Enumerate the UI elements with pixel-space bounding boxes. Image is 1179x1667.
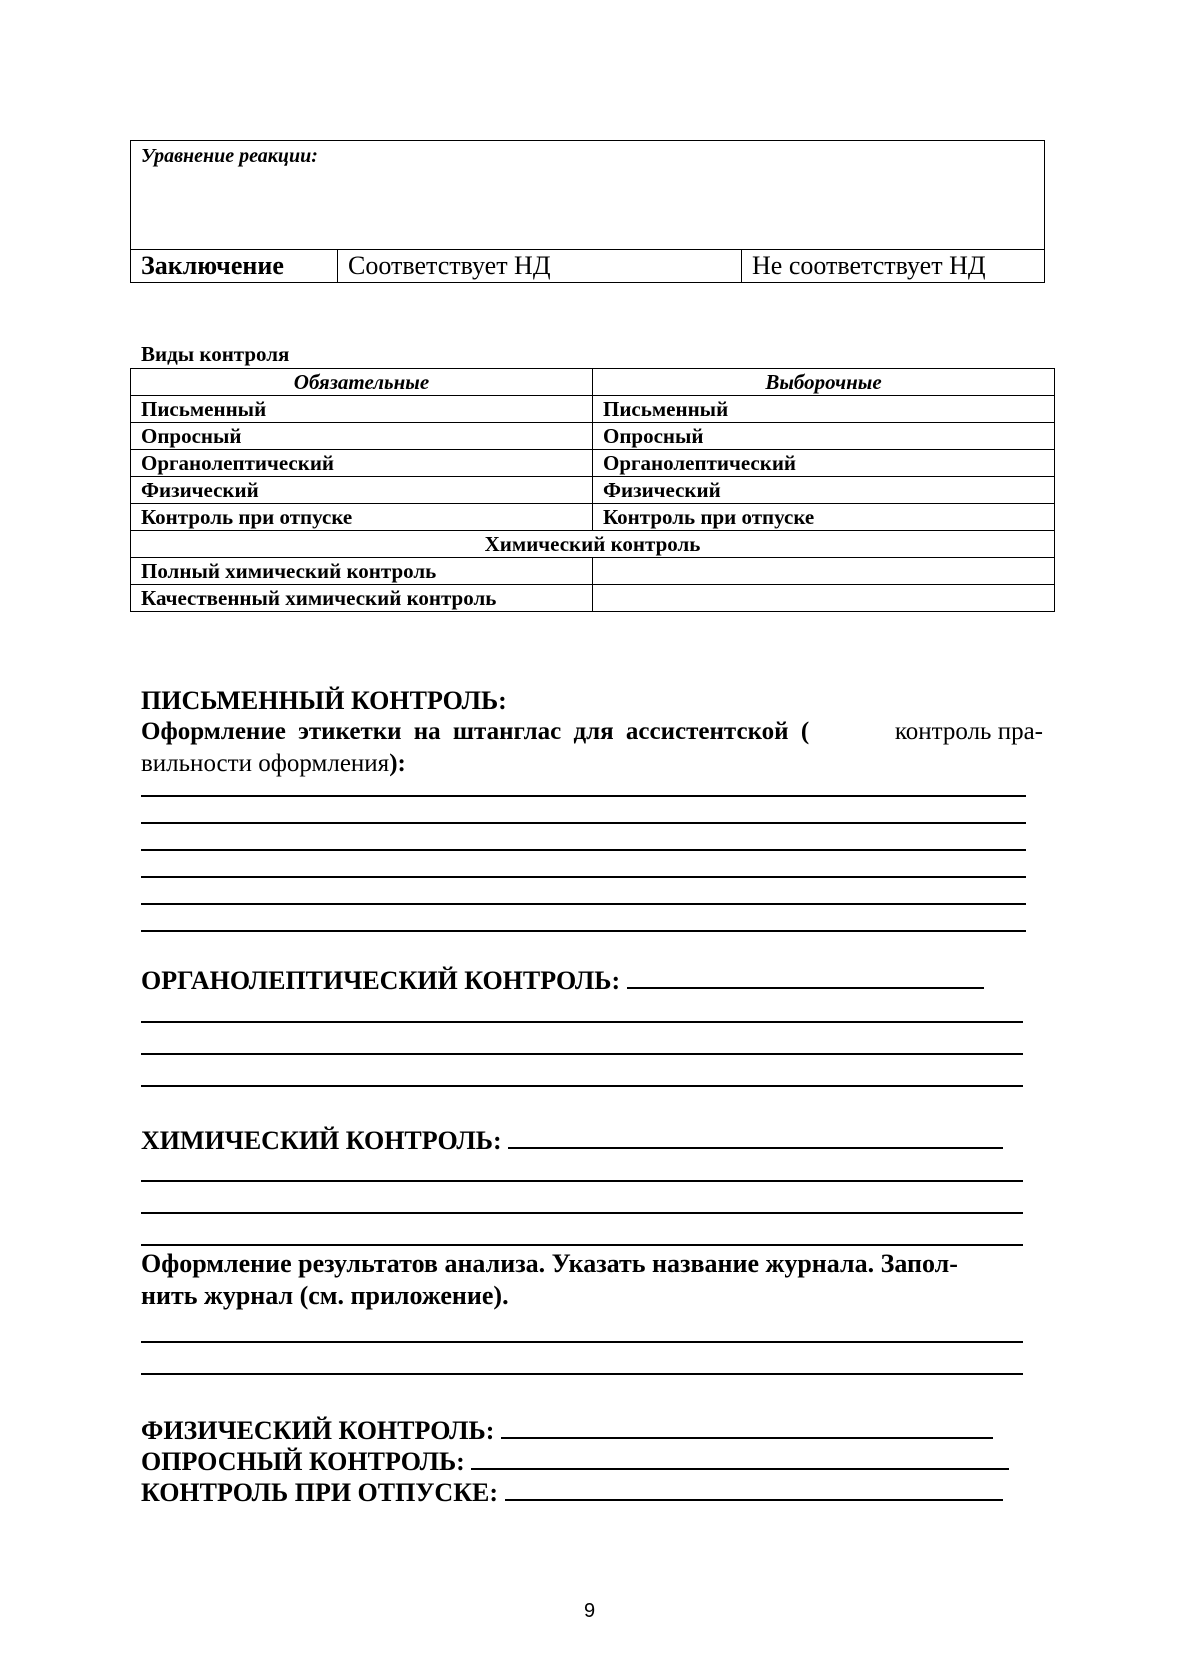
written-answer-line[interactable] [141,849,1026,851]
dispense-heading-text: КОНТРОЛЬ ПРИ ОТПУСКЕ: [141,1478,499,1507]
instructions-normal-1: контроль пра- [894,718,1043,745]
table-row [131,585,1055,612]
table-cell[interactable]: Качественный химический контроль [131,585,593,612]
table-cell[interactable]: Органолептический [593,450,1055,477]
control-types-table [130,368,1055,612]
written-answer-line[interactable] [141,822,1026,824]
table-cell[interactable]: Опросный [131,423,593,450]
table-cell[interactable]: Контроль при отпуске [131,504,593,531]
organoleptic-answer-line[interactable] [141,1021,1023,1023]
organoleptic-answer-line[interactable] [141,1085,1023,1087]
chemical-answer-line[interactable] [141,1180,1023,1182]
table-cell[interactable]: Письменный [593,396,1055,423]
table-cell-empty[interactable] [593,585,1055,612]
column-selective: Выборочные [593,369,1055,396]
written-answer-line[interactable] [141,903,1026,905]
survey-heading-text: ОПРОСНЫЙ КОНТРОЛЬ: [141,1447,465,1476]
instructions-close: ): [389,750,406,777]
chemical-control-heading [141,1123,1003,1156]
physical-heading-text: ФИЗИЧЕСКИЙ КОНТРОЛЬ: [141,1416,495,1445]
table-row [131,423,1055,450]
table-cell[interactable]: Полный химический контроль [131,558,593,585]
table-cell[interactable]: Органолептический [131,450,593,477]
control-types-title: Виды контроля [141,342,290,366]
dispense-fill-line[interactable] [505,1475,1003,1501]
organoleptic-fill-line[interactable] [627,963,984,989]
table-cell[interactable]: Письменный [131,396,593,423]
results-answer-line[interactable] [141,1341,1023,1343]
organoleptic-control-heading [141,963,984,996]
results-line-2: нить журнал (см. приложение). [141,1281,509,1310]
written-control-instructions [141,716,1043,780]
instructions-line-2 [141,748,1043,780]
table-cell[interactable]: Контроль при отпуске [593,504,1055,531]
instructions-line-1 [141,716,1043,748]
dispense-control-heading [141,1475,1003,1508]
page-number: 9 [583,1600,596,1622]
physical-control-heading [141,1413,993,1446]
written-answer-line[interactable] [141,795,1026,797]
results-instructions [141,1248,958,1312]
chemical-answer-line[interactable] [141,1212,1023,1214]
table-cell-empty[interactable] [593,558,1055,585]
survey-control-heading [141,1444,1009,1477]
conclusion-not-complies[interactable]: Не соответствует НД [752,251,986,280]
conclusion-complies[interactable]: Соответствует НД [338,250,742,282]
table-cell[interactable]: Физический [131,477,593,504]
table-row [131,477,1055,504]
physical-fill-line[interactable] [501,1413,993,1439]
written-answer-line[interactable] [141,876,1026,878]
chemical-header-row [131,531,1055,558]
table-cell[interactable]: Физический [593,477,1055,504]
table-row [131,396,1055,423]
column-mandatory: Обязательные [131,369,593,396]
conclusion-label: Заключение [131,250,338,282]
table-cell[interactable]: Опросный [593,423,1055,450]
results-answer-line[interactable] [141,1373,1023,1375]
table-row [131,450,1055,477]
table-row [131,558,1055,585]
table-header-row [131,369,1055,396]
written-answer-line[interactable] [141,930,1026,932]
chemical-control-header: Химический контроль [131,531,1055,558]
organoleptic-answer-line[interactable] [141,1053,1023,1055]
table-row [131,504,1055,531]
instructions-normal-2: вильности оформления [141,750,390,777]
organoleptic-heading-text: ОРГАНОЛЕПТИЧЕСКИЙ КОНТРОЛЬ: [141,966,621,995]
written-control-heading: ПИСЬМЕННЫЙ КОНТРОЛЬ: [141,686,507,715]
chemical-heading-text: ХИМИЧЕСКИЙ КОНТРОЛЬ: [141,1126,502,1155]
instructions-bold: Оформление этикетки на штанглас для ассистентской ( [141,718,810,745]
survey-fill-line[interactable] [471,1444,1009,1470]
conclusion-row [131,249,1044,282]
chemical-answer-line[interactable] [141,1244,1023,1246]
reaction-box [130,140,1045,283]
results-line-1: Оформление результатов анализа. Указать название журнала. Запол- [141,1249,958,1278]
reaction-equation-label: Уравнение реакции: [141,145,318,167]
chemical-fill-line[interactable] [508,1123,1003,1149]
